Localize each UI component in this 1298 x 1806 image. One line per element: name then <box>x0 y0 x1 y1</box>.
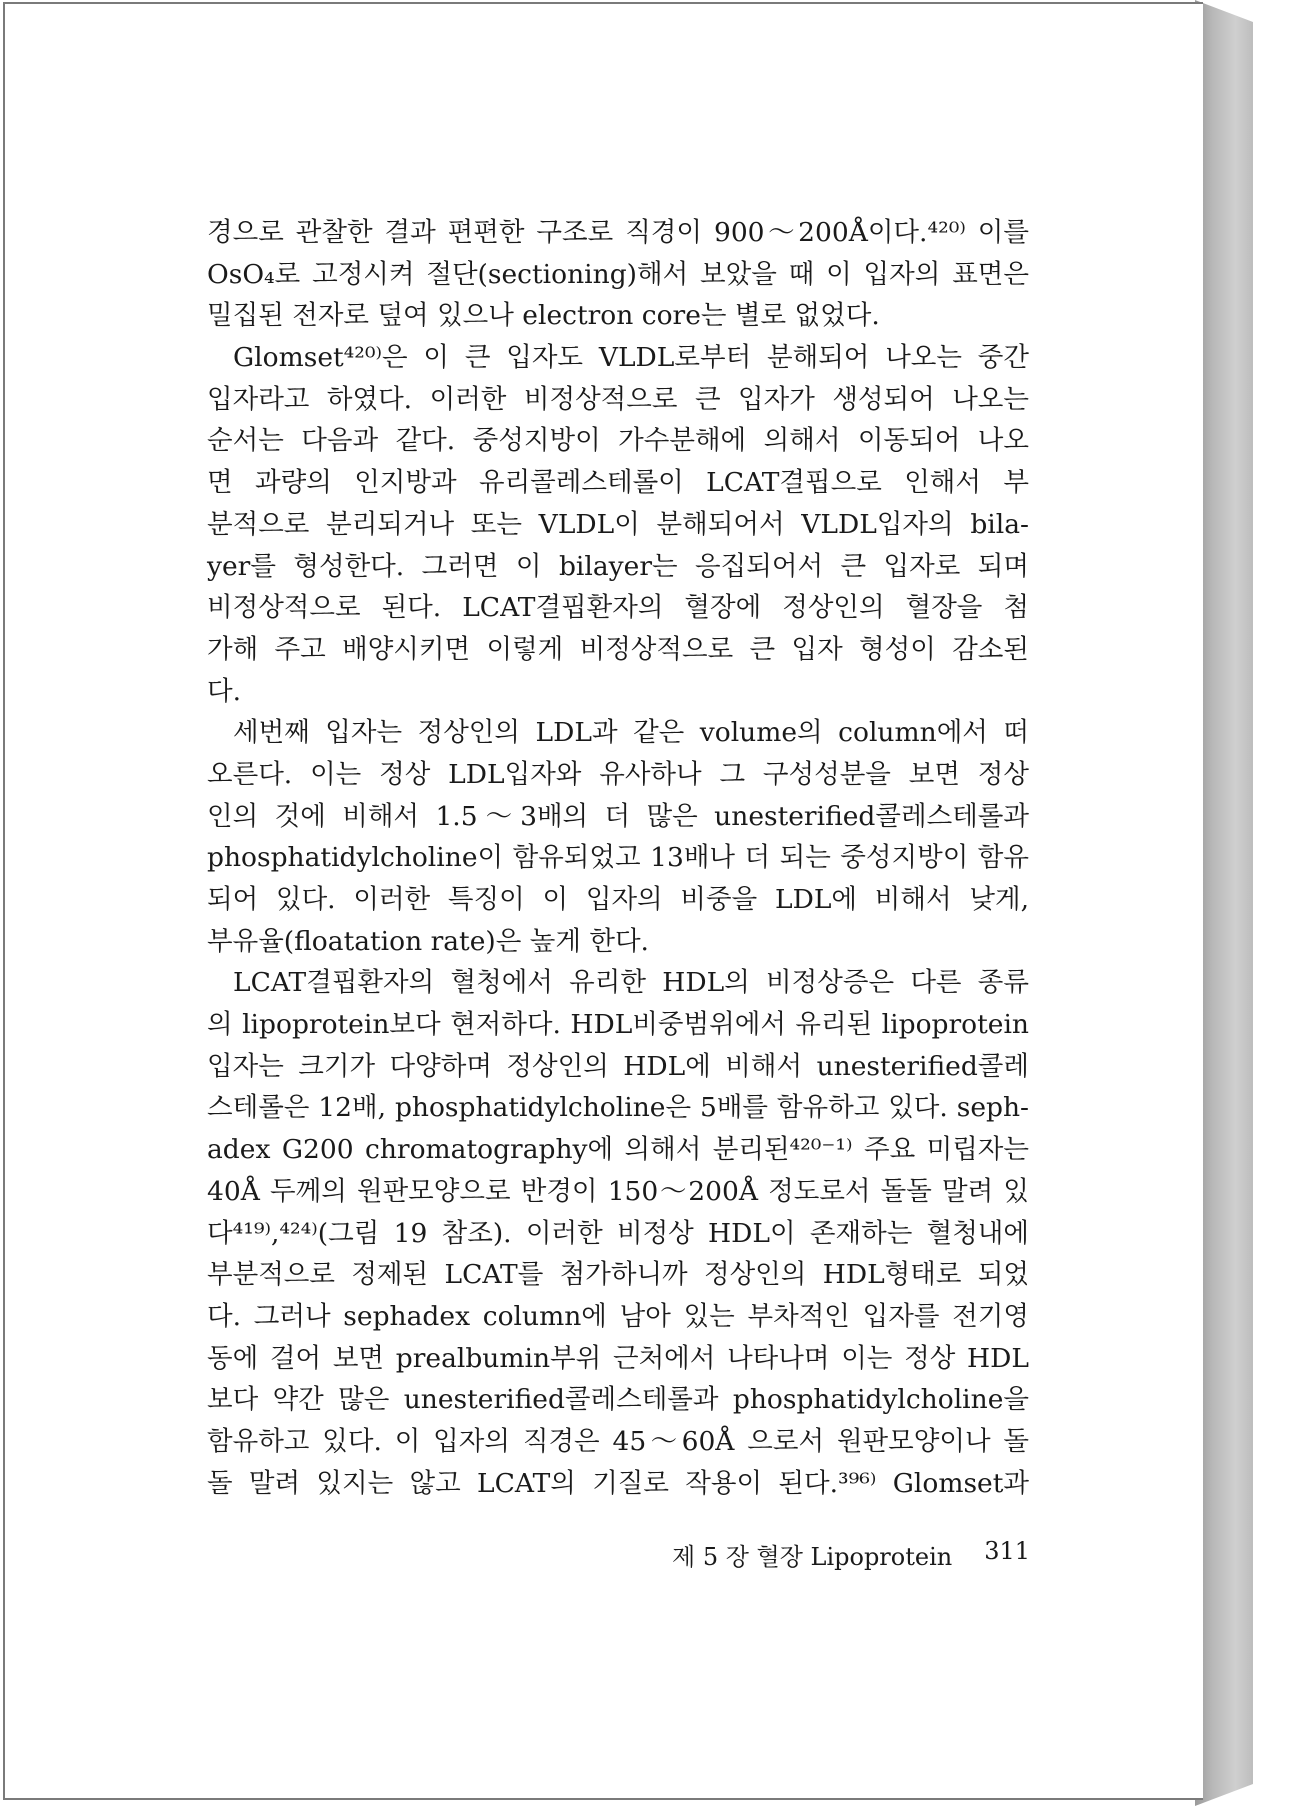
text-line: Glomset⁴²⁰⁾은 이 큰 입자도 VLDL로부터 분해되어 나오는 중간 <box>233 342 1029 374</box>
text-line: 순서는 다음과 같다. 중성지방이 가수분해에 의해서 이동되어 나오 <box>207 425 1029 457</box>
book-edge-bottom-corner <box>1195 1784 1253 1806</box>
text-line: 면 과량의 인지방과 유리콜레스테롤이 LCAT결핍으로 인해서 부 <box>207 467 1029 499</box>
text-line: yer를 형성한다. 그러면 이 bilayer는 응집되어서 큰 입자로 되며 <box>207 550 1029 582</box>
text-line: 의 lipoprotein보다 현저하다. HDL비중범위에서 유리된 lipoprotein <box>207 1009 1029 1041</box>
text-line: phosphatidylcholine이 함유되었고 13배나 더 되는 중성지방이 함유 <box>207 842 1029 874</box>
text-line: 비정상적으로 된다. LCAT결핍환자의 혈장에 정상인의 혈장을 첨 <box>207 592 1029 624</box>
text-line: 오른다. 이는 정상 LDL입자와 유사하나 그 구성성분을 보면 정상 <box>207 758 1029 790</box>
text-line: 다. <box>207 675 242 707</box>
running-head: 제 5 장 혈장 Lipoprotein <box>672 1543 953 1571</box>
text-line: 분적으로 분리되거나 또는 VLDL이 분해되어서 VLDL입자의 bila- <box>207 508 1029 540</box>
text-line: 동에 걸어 보면 prealbumin부위 근처에서 나타나며 이는 정상 HDL <box>207 1342 1029 1374</box>
text-line: 40Å 두께의 원판모양으로 반경이 150～200Å 정도로서 돌돌 말려 있 <box>207 1175 1029 1207</box>
text-line: 스테롤은 12배, phosphatidylcholine은 5배를 함유하고 있다. seph- <box>207 1092 1029 1124</box>
text-line: 밀집된 전자로 덮여 있으나 electron core는 별로 없었다. <box>207 300 880 332</box>
text-line: LCAT결핍환자의 혈청에서 유리한 HDL의 비정상증은 다른 종류 <box>233 967 1029 999</box>
text-line: 부분적으로 정제된 LCAT를 첨가하니까 정상인의 HDL형태로 되었 <box>207 1259 1029 1291</box>
text-line: 함유하고 있다. 이 입자의 직경은 45～60Å 으로서 원판모양이나 돌 <box>207 1425 1029 1457</box>
text-line: 입자는 크기가 다양하며 정상인의 HDL에 비해서 unesterified콜레 <box>207 1050 1029 1082</box>
text-line: adex G200 chromatography에 의해서 분리된⁴²⁰⁻¹⁾ 주요 미립자는 <box>207 1134 1029 1166</box>
text-line: 되어 있다. 이러한 특징이 이 입자의 비중을 LDL에 비해서 낮게, <box>207 884 1029 915</box>
page-footer <box>672 1537 1030 1572</box>
text-line: 보다 약간 많은 unesterified콜레스테롤과 phosphatidylcholine을 <box>207 1384 1029 1416</box>
body-text <box>207 212 1029 1504</box>
text-line: 경으로 관찰한 결과 편편한 구조로 직경이 900～200Å이다.⁴²⁰⁾ 이를 <box>207 217 1029 248</box>
text-line: 가해 주고 배양시키면 이렇게 비정상적으로 큰 입자 형성이 감소된 <box>207 633 1029 665</box>
text-line: OsO₄로 고정시켜 절단(sectioning)해서 보았을 때 이 입자의 표면은 <box>207 258 1029 290</box>
text-line: 다. 그러나 sephadex column에 남아 있는 부차적인 입자를 전기영 <box>207 1300 1029 1332</box>
text-line: 인의 것에 비해서 1.5～3배의 더 많은 unesterified콜레스테롤과 <box>207 800 1029 832</box>
page-number: 311 <box>984 1537 1030 1565</box>
text-line: 돌 말려 있지는 않고 LCAT의 기질로 작용이 된다.³⁹⁶⁾ Glomset과 <box>207 1467 1029 1499</box>
text-line: 입자라고 하였다. 이러한 비정상적으로 큰 입자가 생성되어 나오는 <box>207 383 1029 415</box>
book-edge-top-corner <box>1195 0 1253 22</box>
text-line: 세번째 입자는 정상인의 LDL과 같은 volume의 column에서 떠 <box>233 717 1029 749</box>
book-edge <box>1195 0 1253 1806</box>
text-line: 다⁴¹⁹⁾,⁴²⁴⁾(그림 19 참조). 이러한 비정상 HDL이 존재하는 혈청내에 <box>207 1217 1029 1249</box>
text-line: 부유율(floatation rate)은 높게 한다. <box>207 925 649 957</box>
